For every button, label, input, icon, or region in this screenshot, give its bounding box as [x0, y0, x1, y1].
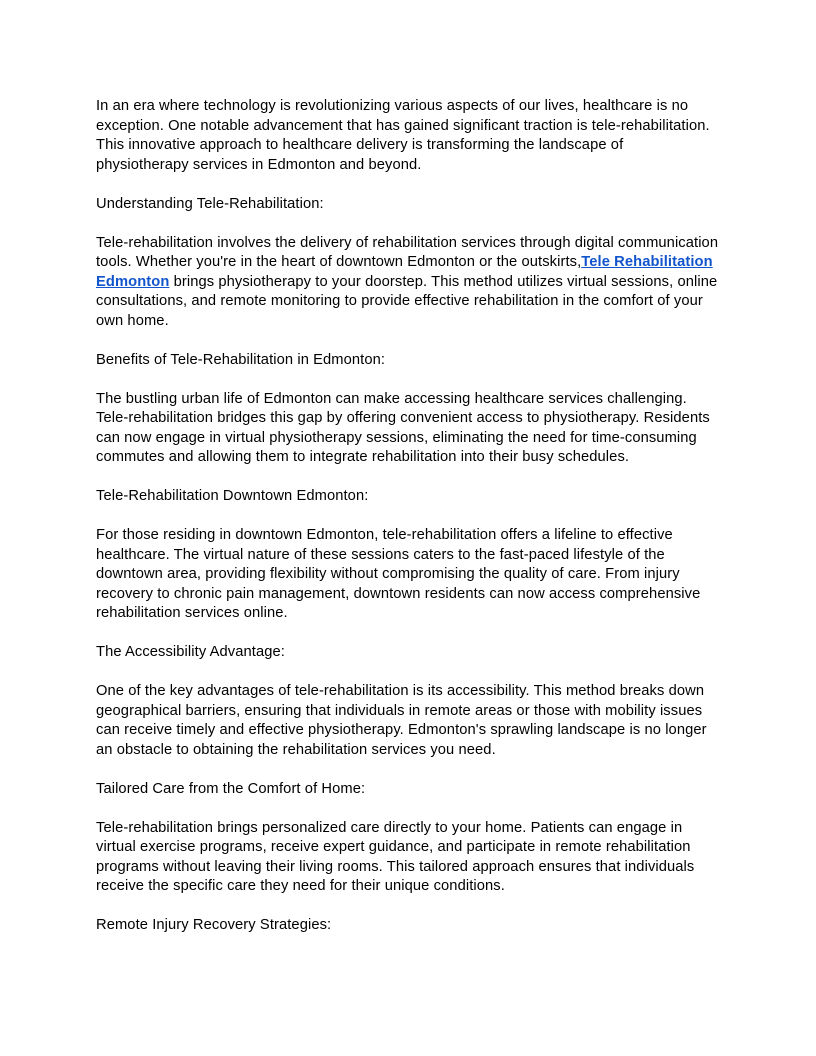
paragraph-text-after-link: brings physiotherapy to your doorstep. This method utilizes virtual sessions, online consultations, and remote monitoring to provide effective rehabilitation in the comfort of your own home.: [96, 273, 718, 329]
paragraph-text-before-link: Tele-rehabilitation involves the delivery of rehabilitation services through digital communication tools. Whether you're in the heart of downtown Edmonton or the outskirts,: [96, 234, 719, 270]
paragraph-downtown: For those residing in downtown Edmonton, tele-rehabilitation offers a lifeline to effective healthcare. The virtual nature of these sessions caters to the fast-paced lifestyle of the downtown area, providing flexibility without compromising the quality of care. From injury recovery to chronic pain management, downtown residents can now access comprehensive rehabilitation services online.: [96, 527, 701, 621]
tele-rehabilitation-edmonton-link[interactable]: Tele Rehabilitation Edmonton: [96, 254, 713, 290]
section-heading-benefits: Benefits of Tele-Rehabilitation in Edmonton:: [96, 351, 386, 368]
section-heading-accessibility: The Accessibility Advantage:: [96, 644, 285, 660]
paragraph-benefits: The bustling urban life of Edmonton can make accessing healthcare services challenging. Tele-rehabilitation bridges this gap by offering convenient access to physiotherapy. Residents can now engage in virtual physiotherapy sessions, eliminating the need for time-consuming commutes and allowing them to integrate rehabilitation into their busy schedules.: [96, 390, 710, 465]
section-heading-remote-injury: Remote Injury Recovery Strategies:: [96, 917, 332, 933]
intro-paragraph: In an era where technology is revolutionizing various aspects of our lives, healthcare is no exception. One notable advancement that has gained significant traction is tele-rehabilitation. This innovative approach to healthcare delivery is transforming the landscape of physiotherapy services in Edmonton and beyond.: [96, 98, 710, 173]
section-heading-understanding: Understanding Tele-Rehabilitation:: [96, 195, 324, 212]
paragraph-understanding: [96, 234, 720, 332]
paragraph-tailored-care: Tele-rehabilitation brings personalized care directly to your home. Patients can engage in virtual exercise programs, receive expert guidance, and participate in remote rehabilitation programs without leaving their living rooms. This tailored approach ensures that individuals receive the specific care they need for their unique conditions.: [96, 819, 695, 894]
section-heading-tailored-care: Tailored Care from the Comfort of Home:: [96, 780, 366, 797]
paragraph-accessibility: One of the key advantages of tele-rehabilitation is its accessibility. This method breaks down geographical barriers, ensuring that individuals in remote areas or those with mobility issues can receive timely and effective physiotherapy. Edmonton's sprawling landscape is no longer an obstacle to obtaining the rehabilitation services you need.: [96, 683, 707, 758]
section-heading-downtown: Tele-Rehabilitation Downtown Edmonton:: [96, 488, 369, 504]
